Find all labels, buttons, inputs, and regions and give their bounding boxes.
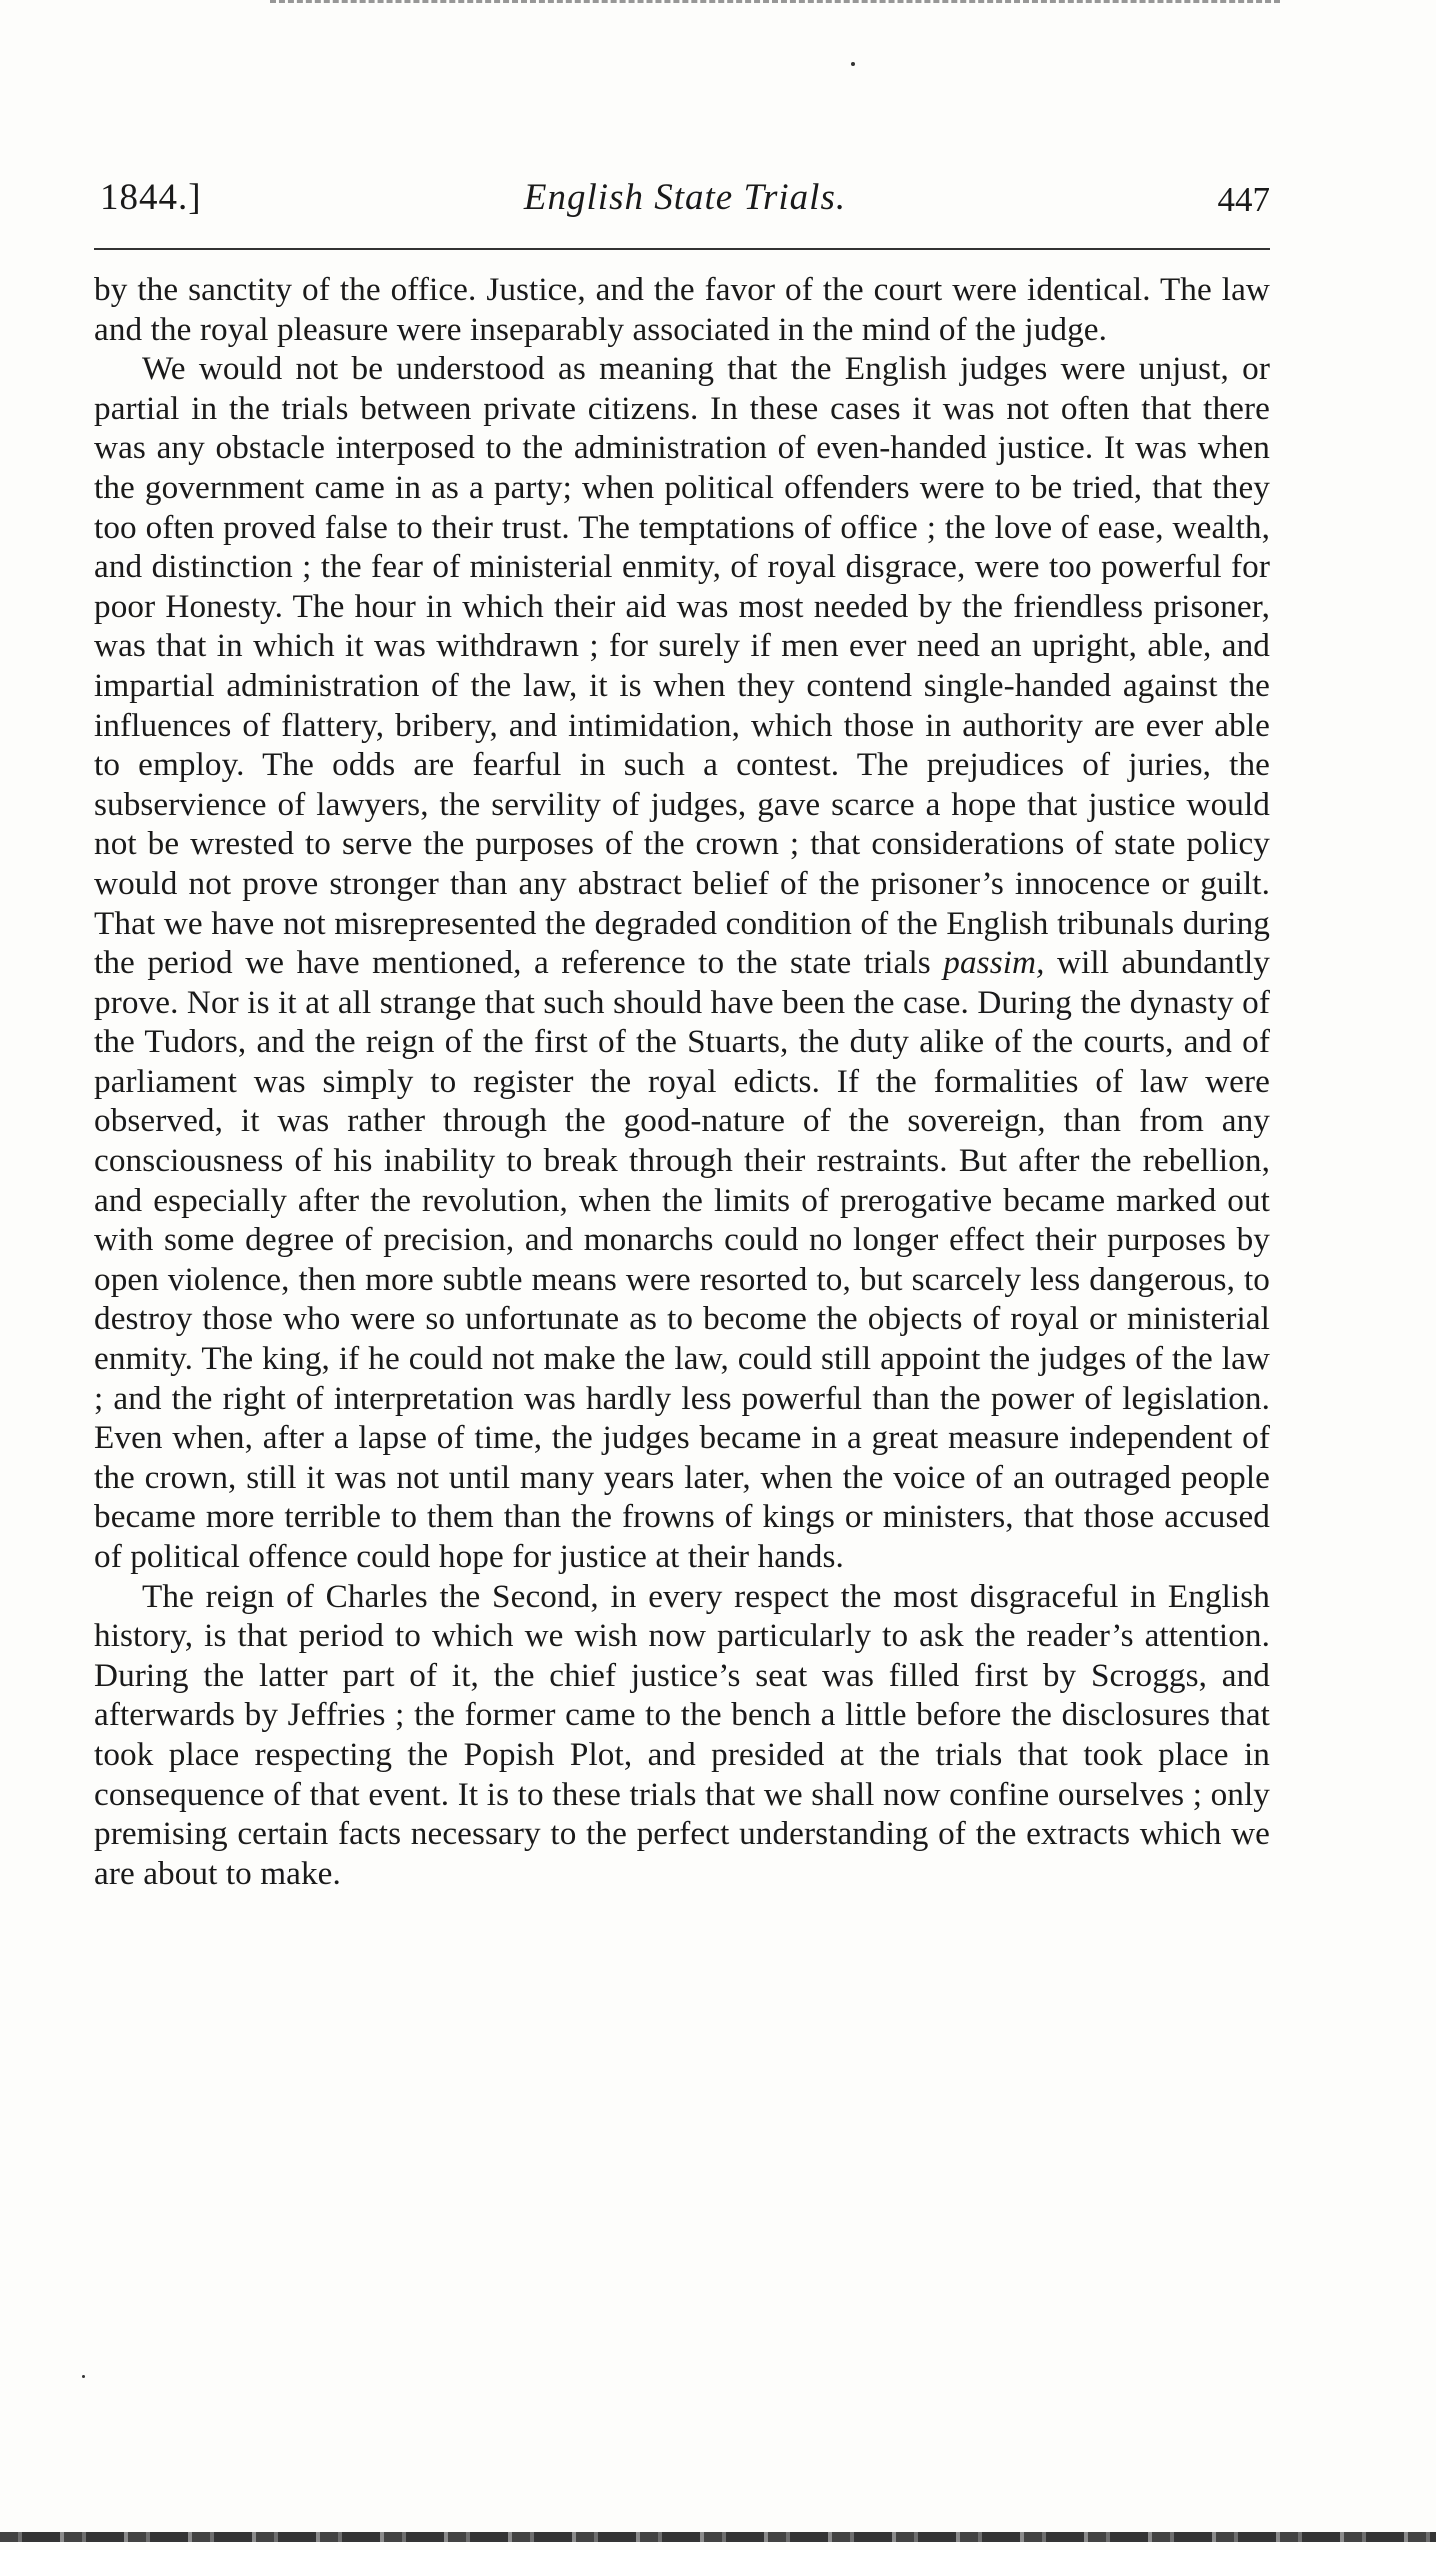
page-top-edge	[270, 0, 1280, 7]
paragraph-1: by the sanctity of the office. Justice, and the favor of the court were identical. The law and the royal pleasure were inseparably associated in the mind of the judge.	[94, 271, 1270, 348]
header-year: 1844.]	[100, 177, 202, 218]
paragraph-2	[94, 349, 1270, 1576]
page-bottom-edge	[0, 2532, 1436, 2542]
paragraph-2-start: We would not be understood as meaning that the English judges were unjust, or partial in the trials between private citizens. In these cases it was not often that there was any obstacle interposed to the administration of even-handed justice. It was when the government came in as a party; when political offenders were to be tried, that they too often proved false to their trust. The temptations of office ; the love of ease, wealth, and distinction ; the fear of ministerial enmity, of royal disgrace, were too powerful for poor Honesty. The hour in which their aid was most needed by the friendless prisoner, was that in which it was withdrawn ; for surely if men ever need an upright, able, and impartial administration of the law, it is when they contend single-handed against the influences of flattery, bribery, and intimidation, which those in authority are ever able to employ. The odds are fearful in such a contest. The prejudices of juries, the subservience of lawyers, the servility of judges, gave scarce a hope that justice would not be wrested to serve the purposes of the crown ; that considerations of state policy would not prove stronger than any abstract belief of the prisoner’s innocence or guilt. That we have not misrepresented the degraded condition of the English tribunals during the period we have mentioned, a reference to the state trials	[94, 350, 1270, 982]
paragraph-3: The reign of Charles the Second, in every respect the most disgraceful in English history, is that period to which we wish now particularly to ask the reader’s attention. During the latter part of it, the chief justice’s seat was filled first by Scroggs, and afterwards by Jeffries ; the former came to the bench a little before the disclosures that took place respecting the Popish Plot, and presided at the trials that took place in consequence of that event. It is to these trials that we shall now confine ourselves ; only premising certain facts necessary to the perfect understanding of the extracts which we are about to make.	[94, 1577, 1270, 1892]
page-header	[100, 176, 1270, 232]
ink-speck	[851, 62, 855, 66]
paragraph-2-italic: passim,	[943, 944, 1045, 982]
paragraph-2-end: will abundantly prove. Nor is it at all strange that such should have been the case. During the dynasty of the Tudors, and the reign of the first of the Stuarts, the duty alike of the courts, and of parliament was simply to register the royal edicts. If the formalities of law were observed, it was rather through the good-nature of the sovereign, than from any consciousness of his inability to break through their restraints. But after the rebellion, and especially after the revolution, when the limits of prerogative became marked out with some degree of precision, and monarchs could no longer effect their purposes by open violence, then more subtle means were resorted to, but scarcely less dangerous, to destroy those who were so unfortunate as to become the objects of royal or ministerial enmity. The king, if he could not make the law, could still appoint the judges of the law ; and the right of interpretation was hardly less powerful than the power of legislation. Even when, after a lapse of time, the judges became in a great measure independent of the crown, still it was not until many years later, when the voice of an outraged people became more terrible to them than the frowns of kings or ministers, that those accused of political offence could hope for justice at their hands.	[94, 944, 1270, 1575]
header-rule	[94, 248, 1270, 250]
ink-speck	[82, 2375, 85, 2378]
body-text	[94, 270, 1270, 1893]
page-number: 447	[1217, 180, 1270, 219]
running-title: English State Trials.	[523, 177, 847, 218]
